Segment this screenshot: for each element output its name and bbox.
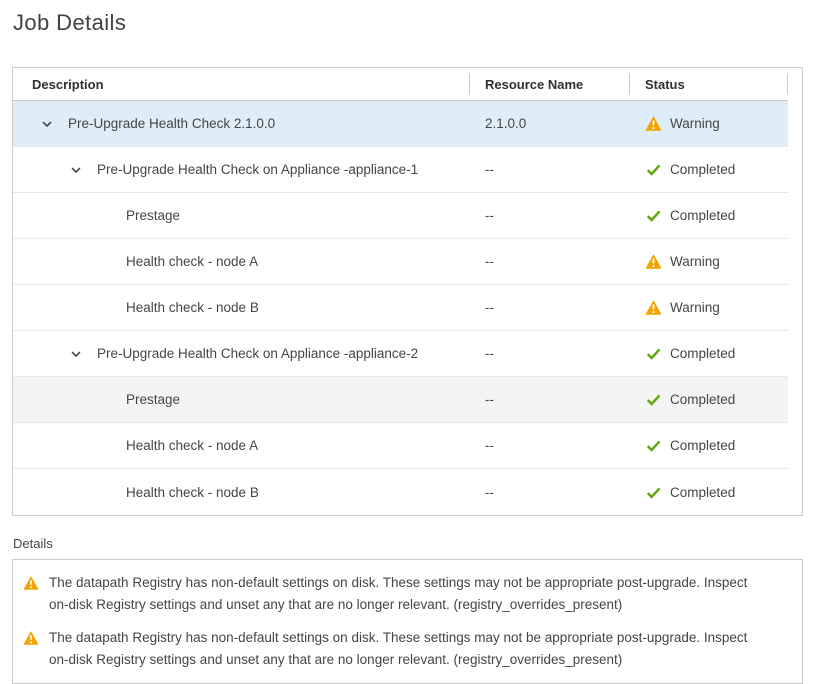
table-row[interactable] bbox=[13, 469, 788, 515]
column-header-description[interactable] bbox=[13, 68, 469, 100]
description-cell bbox=[13, 112, 469, 136]
status-cell bbox=[629, 161, 788, 178]
description-cell bbox=[13, 254, 469, 269]
description-label: Prestage bbox=[126, 208, 181, 223]
description-label: Prestage bbox=[126, 392, 181, 407]
table-row[interactable] bbox=[13, 423, 788, 469]
status-label: Completed bbox=[670, 438, 736, 453]
status-label: Warning bbox=[670, 254, 720, 269]
detail-message bbox=[23, 567, 790, 622]
resource-name-cell: -- bbox=[485, 392, 494, 407]
description-label: Pre-Upgrade Health Check on Appliance -appliance-2 bbox=[97, 346, 419, 361]
table-row[interactable] bbox=[13, 331, 788, 377]
caret-down-icon[interactable] bbox=[35, 112, 59, 136]
table-row[interactable] bbox=[13, 101, 788, 147]
column-header-status-label: Status bbox=[645, 76, 685, 92]
description-cell bbox=[13, 392, 469, 407]
status-cell bbox=[629, 299, 788, 316]
description-label: Pre-Upgrade Health Check on Appliance -appliance-1 bbox=[97, 162, 419, 177]
detail-message-text: The datapath Registry has non-default settings on disk. These settings may not be appropriate post-upgrade. Inspect on-disk Registry settings and unset any that are no longer relevant. (registry_overrides_present) bbox=[49, 630, 755, 667]
status-cell bbox=[629, 115, 788, 132]
warning-icon bbox=[23, 575, 39, 591]
success-check-icon bbox=[645, 345, 662, 362]
status-label: Warning bbox=[670, 116, 720, 131]
column-header-resource-name[interactable] bbox=[469, 68, 629, 100]
status-label: Warning bbox=[670, 300, 720, 315]
detail-message-text: The datapath Registry has non-default settings on disk. These settings may not be appropriate post-upgrade. Inspect on-disk Registry settings and unset any that are no longer relevant. (registry_overrides_present) bbox=[49, 575, 755, 612]
warning-icon bbox=[645, 253, 662, 270]
table-row[interactable] bbox=[13, 377, 788, 423]
details-panel bbox=[12, 559, 803, 684]
description-label: Health check - node A bbox=[126, 438, 259, 453]
status-label: Completed bbox=[670, 208, 736, 223]
success-check-icon bbox=[645, 207, 662, 224]
status-label: Completed bbox=[670, 162, 736, 177]
description-label: Pre-Upgrade Health Check 2.1.0.0 bbox=[68, 116, 276, 131]
status-cell bbox=[629, 253, 788, 270]
status-cell bbox=[629, 207, 788, 224]
description-label: Health check - node B bbox=[126, 300, 259, 315]
column-header-description-label: Description bbox=[32, 76, 104, 92]
resource-name-cell: -- bbox=[485, 300, 494, 315]
table-row[interactable] bbox=[13, 239, 788, 285]
caret-down-icon[interactable] bbox=[64, 158, 88, 182]
success-check-icon bbox=[645, 437, 662, 454]
table-body bbox=[13, 101, 802, 515]
description-cell bbox=[13, 300, 469, 315]
description-cell bbox=[13, 342, 469, 366]
table-header bbox=[13, 68, 788, 101]
resource-name-cell: -- bbox=[485, 208, 494, 223]
status-label: Completed bbox=[670, 392, 736, 407]
table-row[interactable] bbox=[13, 147, 788, 193]
resource-name-cell: 2.1.0.0 bbox=[485, 116, 527, 131]
warning-icon bbox=[645, 115, 662, 132]
status-cell bbox=[629, 345, 788, 362]
resource-name-cell: -- bbox=[485, 438, 494, 453]
page-title: Job Details bbox=[13, 10, 127, 35]
details-section-label: Details bbox=[13, 536, 53, 551]
description-cell bbox=[13, 485, 469, 500]
resource-name-cell: -- bbox=[485, 346, 494, 361]
caret-down-icon[interactable] bbox=[64, 342, 88, 366]
resource-name-cell: -- bbox=[485, 162, 494, 177]
status-cell bbox=[629, 391, 788, 408]
description-cell bbox=[13, 158, 469, 182]
success-check-icon bbox=[645, 484, 662, 501]
description-cell bbox=[13, 438, 469, 453]
description-cell bbox=[13, 208, 469, 223]
column-header-resource-name-label: Resource Name bbox=[485, 76, 584, 92]
status-label: Completed bbox=[670, 484, 736, 500]
resource-name-cell: -- bbox=[485, 254, 494, 269]
table-row[interactable] bbox=[13, 285, 788, 331]
column-header-status[interactable] bbox=[629, 68, 788, 100]
status-label: Completed bbox=[670, 346, 736, 361]
warning-icon bbox=[23, 630, 39, 646]
success-check-icon bbox=[645, 161, 662, 178]
description-label: Health check - node B bbox=[126, 484, 259, 500]
table-row[interactable] bbox=[13, 193, 788, 239]
warning-icon bbox=[645, 299, 662, 316]
description-label: Health check - node A bbox=[126, 254, 259, 269]
status-cell bbox=[629, 437, 788, 454]
detail-message bbox=[23, 622, 790, 677]
success-check-icon bbox=[645, 391, 662, 408]
resource-name-cell: -- bbox=[485, 484, 494, 500]
status-cell bbox=[629, 484, 788, 501]
job-details-table bbox=[12, 67, 803, 516]
